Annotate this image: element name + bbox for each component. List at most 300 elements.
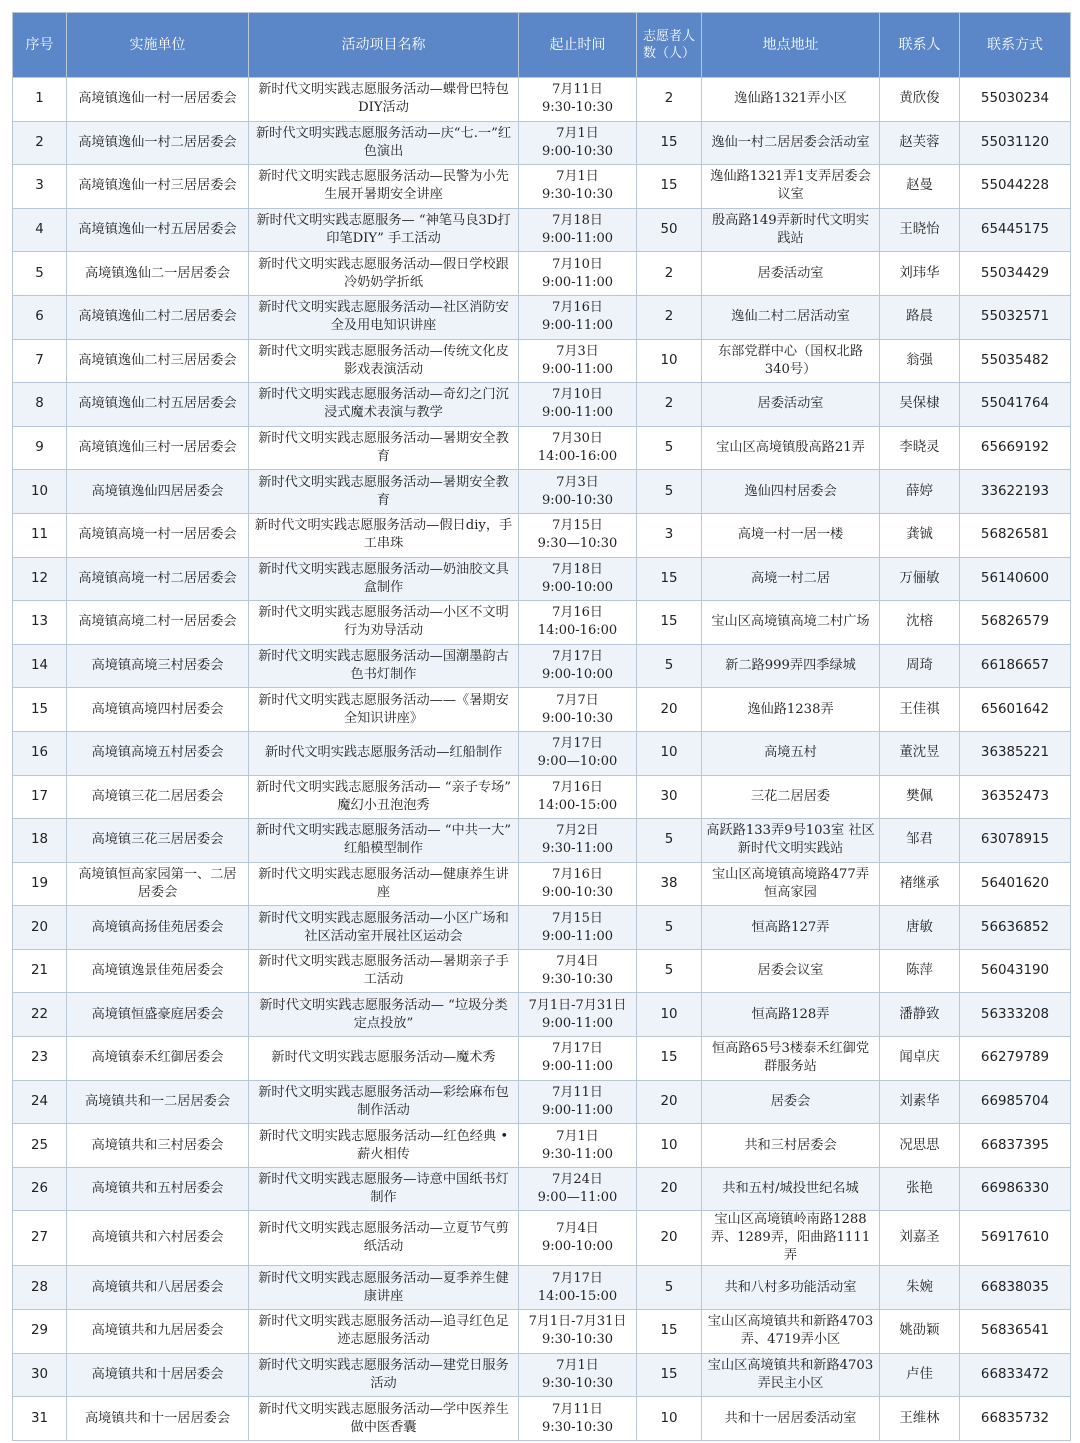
cell-address: 高境一村一居一楼 bbox=[702, 513, 880, 557]
time-hours: 9:30-10:30 bbox=[541, 1419, 614, 1435]
cell-seq: 25 bbox=[13, 1124, 67, 1168]
cell-volunteers: 15 bbox=[637, 601, 702, 645]
cell-seq: 24 bbox=[13, 1080, 67, 1124]
table-row bbox=[13, 78, 1071, 122]
cell-time bbox=[519, 1211, 637, 1266]
cell-address: 宝山区高境镇高境路477弄恒高家园 bbox=[702, 862, 880, 906]
cell-time bbox=[519, 252, 637, 296]
cell-phone: 36385221 bbox=[960, 731, 1071, 775]
cell-phone: 55032571 bbox=[960, 295, 1071, 339]
cell-phone: 65669192 bbox=[960, 426, 1071, 470]
cell-volunteers: 15 bbox=[637, 1353, 702, 1397]
cell-volunteers: 15 bbox=[637, 557, 702, 601]
cell-address: 逸仙路1321弄1支弄居委会议室 bbox=[702, 165, 880, 209]
cell-activity-name: 新时代文明实践志愿服务活动—暑期亲子手工活动 bbox=[249, 949, 519, 993]
cell-volunteers: 5 bbox=[637, 949, 702, 993]
time-hours: 9:30-10:30 bbox=[541, 972, 614, 988]
cell-phone: 55044228 bbox=[960, 165, 1071, 209]
cell-activity-name: 新时代文明实践志愿服务活动—传统文化皮影戏表演活动 bbox=[249, 339, 519, 383]
cell-time bbox=[519, 295, 637, 339]
cell-activity-name: 新时代文明实践志愿服务活动— “中共一大” 红船模型制作 bbox=[249, 819, 519, 863]
cell-contact: 龚铖 bbox=[880, 513, 960, 557]
cell-address: 共和八村多功能活动室 bbox=[702, 1266, 880, 1310]
header-row bbox=[13, 13, 1071, 78]
cell-contact: 陈萍 bbox=[880, 949, 960, 993]
table-row bbox=[13, 644, 1071, 688]
cell-activity-name: 新时代文明实践志愿服务— “神笔马良3D打印笔DIY” 手工活动 bbox=[249, 208, 519, 252]
cell-seq: 14 bbox=[13, 644, 67, 688]
time-hours: 9:30-10:30 bbox=[541, 187, 614, 203]
cell-activity-name: 新时代文明实践志愿服务活动—彩绘麻布包制作活动 bbox=[249, 1080, 519, 1124]
cell-unit: 高境镇逸仙二一居居委会 bbox=[67, 252, 249, 296]
cell-phone: 66833472 bbox=[960, 1353, 1071, 1397]
cell-activity-name: 新时代文明实践志愿服务活动—假日diy，手工串珠 bbox=[249, 513, 519, 557]
cell-time bbox=[519, 426, 637, 470]
cell-time bbox=[519, 470, 637, 514]
cell-phone: 36352473 bbox=[960, 775, 1071, 819]
cell-seq: 20 bbox=[13, 906, 67, 950]
time-date: 7月24日 bbox=[552, 1172, 603, 1188]
cell-unit: 高境镇共和三村居委会 bbox=[67, 1124, 249, 1168]
time-date: 7月16日 bbox=[552, 779, 603, 795]
cell-contact: 樊佩 bbox=[880, 775, 960, 819]
table-row bbox=[13, 165, 1071, 209]
time-date: 7月18日 bbox=[552, 213, 603, 229]
cell-activity-name: 新时代文明实践志愿服务活动—奇幻之门沉浸式魔术表演与教学 bbox=[249, 383, 519, 427]
cell-volunteers: 10 bbox=[637, 339, 702, 383]
cell-activity-name: 新时代文明实践志愿服务—诗意中国纸书灯制作 bbox=[249, 1167, 519, 1211]
cell-volunteers: 10 bbox=[637, 1124, 702, 1168]
time-date: 7月7日 bbox=[556, 692, 599, 708]
cell-unit: 高境镇逸仙一村三居居委会 bbox=[67, 165, 249, 209]
cell-contact: 李晓灵 bbox=[880, 426, 960, 470]
header-unit: 实施单位 bbox=[67, 13, 249, 78]
cell-volunteers: 5 bbox=[637, 426, 702, 470]
cell-time bbox=[519, 906, 637, 950]
time-hours: 9:00-11:00 bbox=[541, 928, 614, 944]
cell-time bbox=[519, 601, 637, 645]
cell-seq: 16 bbox=[13, 731, 67, 775]
cell-unit: 高境镇三花二居居委会 bbox=[67, 775, 249, 819]
cell-seq: 11 bbox=[13, 513, 67, 557]
cell-contact: 刘嘉圣 bbox=[880, 1211, 960, 1266]
cell-phone: 56917610 bbox=[960, 1211, 1071, 1266]
cell-phone: 56636852 bbox=[960, 906, 1071, 950]
time-hours: 9:00-10:00 bbox=[541, 1239, 614, 1255]
cell-volunteers: 20 bbox=[637, 688, 702, 732]
time-date: 7月1日-7月31日 bbox=[528, 1314, 627, 1330]
cell-contact: 董沈昱 bbox=[880, 731, 960, 775]
time-date: 7月30日 bbox=[552, 431, 603, 447]
header-contact: 联系人 bbox=[880, 13, 960, 78]
table-row bbox=[13, 121, 1071, 165]
cell-phone: 56043190 bbox=[960, 949, 1071, 993]
time-hours: 9:00-11:00 bbox=[541, 361, 614, 377]
cell-activity-name: 新时代文明实践志愿服务活动—小区广场和社区活动室开展社区运动会 bbox=[249, 906, 519, 950]
time-date: 7月17日 bbox=[552, 1041, 603, 1057]
cell-phone: 66835732 bbox=[960, 1397, 1071, 1441]
cell-address: 宝山区高境镇岭南路1288弄、1289弄，阳曲路1111弄 bbox=[702, 1211, 880, 1266]
cell-time bbox=[519, 688, 637, 732]
time-date: 7月1日 bbox=[556, 125, 599, 141]
cell-address: 宝山区高境镇共和新路4703弄民主小区 bbox=[702, 1353, 880, 1397]
cell-phone: 65601642 bbox=[960, 688, 1071, 732]
table-row bbox=[13, 862, 1071, 906]
time-date: 7月3日 bbox=[556, 474, 599, 490]
table-row bbox=[13, 1167, 1071, 1211]
cell-unit: 高境镇逸仙一村二居居委会 bbox=[67, 121, 249, 165]
cell-unit: 高境镇逸仙二村二居居委会 bbox=[67, 295, 249, 339]
cell-phone: 55034429 bbox=[960, 252, 1071, 296]
table-row bbox=[13, 513, 1071, 557]
cell-volunteers: 15 bbox=[637, 1310, 702, 1354]
cell-volunteers: 2 bbox=[637, 252, 702, 296]
time-hours: 9:00-11:00 bbox=[541, 405, 614, 421]
time-date: 7月16日 bbox=[552, 300, 603, 316]
cell-volunteers: 15 bbox=[637, 1037, 702, 1081]
cell-seq: 4 bbox=[13, 208, 67, 252]
cell-phone: 56836541 bbox=[960, 1310, 1071, 1354]
table-row bbox=[13, 1037, 1071, 1081]
time-hours: 9:30-11:00 bbox=[541, 1146, 614, 1162]
cell-contact: 路晨 bbox=[880, 295, 960, 339]
cell-volunteers: 5 bbox=[637, 470, 702, 514]
cell-seq: 1 bbox=[13, 78, 67, 122]
time-hours: 9:00-10:00 bbox=[541, 579, 614, 595]
cell-address: 逸仙二村二居活动室 bbox=[702, 295, 880, 339]
table-row bbox=[13, 731, 1071, 775]
cell-unit: 高境镇高境三村居委会 bbox=[67, 644, 249, 688]
cell-activity-name: 新时代文明实践志愿服务活动— “垃圾分类 定点投放” bbox=[249, 993, 519, 1037]
cell-phone: 55035482 bbox=[960, 339, 1071, 383]
cell-time bbox=[519, 557, 637, 601]
cell-time bbox=[519, 383, 637, 427]
time-hours: 9:30—10:30 bbox=[537, 536, 618, 552]
time-date: 7月18日 bbox=[552, 561, 603, 577]
cell-time bbox=[519, 1353, 637, 1397]
time-hours: 14:00-15:00 bbox=[537, 1288, 618, 1304]
cell-unit: 高境镇三花三居居委会 bbox=[67, 819, 249, 863]
cell-unit: 高境镇共和五村居委会 bbox=[67, 1167, 249, 1211]
cell-seq: 15 bbox=[13, 688, 67, 732]
time-date: 7月10日 bbox=[552, 387, 603, 403]
cell-volunteers: 15 bbox=[637, 121, 702, 165]
cell-unit: 高境镇共和一二居居委会 bbox=[67, 1080, 249, 1124]
cell-volunteers: 5 bbox=[637, 906, 702, 950]
cell-phone: 56826579 bbox=[960, 601, 1071, 645]
cell-address: 居委会 bbox=[702, 1080, 880, 1124]
time-date: 7月4日 bbox=[556, 954, 599, 970]
cell-contact: 况思思 bbox=[880, 1124, 960, 1168]
cell-phone: 66186657 bbox=[960, 644, 1071, 688]
cell-volunteers: 2 bbox=[637, 383, 702, 427]
cell-time bbox=[519, 731, 637, 775]
table-row bbox=[13, 295, 1071, 339]
cell-time bbox=[519, 165, 637, 209]
cell-phone: 56401620 bbox=[960, 862, 1071, 906]
table-row bbox=[13, 601, 1071, 645]
cell-volunteers: 2 bbox=[637, 78, 702, 122]
table-row bbox=[13, 470, 1071, 514]
cell-phone: 66838035 bbox=[960, 1266, 1071, 1310]
cell-contact: 姚劭颖 bbox=[880, 1310, 960, 1354]
header-volunteers: 志愿者人数（人） bbox=[637, 13, 702, 78]
table-header bbox=[13, 13, 1071, 78]
cell-address: 共和三村居委会 bbox=[702, 1124, 880, 1168]
cell-unit: 高境镇高扬佳苑居委会 bbox=[67, 906, 249, 950]
time-hours: 14:00-15:00 bbox=[537, 797, 618, 813]
cell-activity-name: 新时代文明实践志愿服务活动—红色经典 •薪火相传 bbox=[249, 1124, 519, 1168]
table-row bbox=[13, 1124, 1071, 1168]
cell-phone: 66279789 bbox=[960, 1037, 1071, 1081]
cell-address: 宝山区高境镇高境二村广场 bbox=[702, 601, 880, 645]
cell-volunteers: 10 bbox=[637, 993, 702, 1037]
cell-seq: 3 bbox=[13, 165, 67, 209]
cell-unit: 高境镇高境五村居委会 bbox=[67, 731, 249, 775]
cell-time bbox=[519, 1397, 637, 1441]
cell-contact: 赵曼 bbox=[880, 165, 960, 209]
table-row bbox=[13, 688, 1071, 732]
cell-volunteers: 50 bbox=[637, 208, 702, 252]
cell-contact: 王晓怡 bbox=[880, 208, 960, 252]
cell-contact: 潘静致 bbox=[880, 993, 960, 1037]
table-row bbox=[13, 1310, 1071, 1354]
time-hours: 14:00-16:00 bbox=[537, 623, 618, 639]
table-row bbox=[13, 993, 1071, 1037]
time-date: 7月15日 bbox=[552, 910, 603, 926]
time-date: 7月10日 bbox=[552, 256, 603, 272]
cell-volunteers: 10 bbox=[637, 731, 702, 775]
cell-unit: 高境镇高境二村一居居委会 bbox=[67, 601, 249, 645]
cell-volunteers: 5 bbox=[637, 819, 702, 863]
cell-seq: 19 bbox=[13, 862, 67, 906]
cell-phone: 55031120 bbox=[960, 121, 1071, 165]
cell-time bbox=[519, 862, 637, 906]
cell-time bbox=[519, 1266, 637, 1310]
cell-unit: 高境镇共和十居居委会 bbox=[67, 1353, 249, 1397]
time-date: 7月16日 bbox=[552, 605, 603, 621]
cell-address: 共和五村/城投世纪名城 bbox=[702, 1167, 880, 1211]
volunteer-activity-table-frame bbox=[12, 12, 1070, 1441]
cell-activity-name: 新时代文明实践志愿服务活动—庆“七.一”红色演出 bbox=[249, 121, 519, 165]
time-date: 7月1日 bbox=[556, 1128, 599, 1144]
cell-contact: 刘玮华 bbox=[880, 252, 960, 296]
cell-phone: 55041764 bbox=[960, 383, 1071, 427]
cell-unit: 高境镇恒盛豪庭居委会 bbox=[67, 993, 249, 1037]
cell-time bbox=[519, 775, 637, 819]
time-date: 7月2日 bbox=[556, 823, 599, 839]
time-hours: 9:00-11:00 bbox=[541, 274, 614, 290]
cell-activity-name: 新时代文明实践志愿服务活动—蝶骨巴特包DIY活动 bbox=[249, 78, 519, 122]
time-hours: 9:00—11:00 bbox=[537, 1190, 618, 1206]
cell-seq: 18 bbox=[13, 819, 67, 863]
cell-seq: 10 bbox=[13, 470, 67, 514]
cell-time bbox=[519, 121, 637, 165]
cell-activity-name: 新时代文明实践志愿服务活动—国潮墨韵古色书灯制作 bbox=[249, 644, 519, 688]
cell-contact: 朱婉 bbox=[880, 1266, 960, 1310]
cell-contact: 周琦 bbox=[880, 644, 960, 688]
time-date: 7月17日 bbox=[552, 649, 603, 665]
time-date: 7月11日 bbox=[552, 82, 603, 98]
time-hours: 9:30-10:30 bbox=[541, 100, 614, 116]
cell-activity-name: 新时代文明实践志愿服务活动—建党日服务活动 bbox=[249, 1353, 519, 1397]
cell-seq: 9 bbox=[13, 426, 67, 470]
table-row bbox=[13, 1211, 1071, 1266]
header-seq: 序号 bbox=[13, 13, 67, 78]
cell-address: 殷高路149弄新时代文明实践站 bbox=[702, 208, 880, 252]
cell-seq: 5 bbox=[13, 252, 67, 296]
cell-activity-name: 新时代文明实践志愿服务活动— “亲子专场” 魔幻小丑泡泡秀 bbox=[249, 775, 519, 819]
cell-address: 恒高路65号3楼泰禾红御党群服务站 bbox=[702, 1037, 880, 1081]
time-date: 7月15日 bbox=[552, 518, 603, 534]
time-hours: 9:00-10:00 bbox=[541, 667, 614, 683]
header-activity-name: 活动项目名称 bbox=[249, 13, 519, 78]
table-body bbox=[13, 78, 1071, 1441]
cell-phone: 65445175 bbox=[960, 208, 1071, 252]
cell-address: 宝山区高境镇殷高路21弄 bbox=[702, 426, 880, 470]
cell-contact: 王佳祺 bbox=[880, 688, 960, 732]
cell-address: 逸仙四村居委会 bbox=[702, 470, 880, 514]
cell-seq: 28 bbox=[13, 1266, 67, 1310]
cell-activity-name: 新时代文明实践志愿服务活动—暑期安全教育 bbox=[249, 426, 519, 470]
cell-contact: 刘素华 bbox=[880, 1080, 960, 1124]
cell-contact: 赵芙蓉 bbox=[880, 121, 960, 165]
time-hours: 9:00-10:30 bbox=[541, 710, 614, 726]
cell-volunteers: 2 bbox=[637, 295, 702, 339]
cell-activity-name: 新时代文明实践志愿服务活动—奶油胶文具盒制作 bbox=[249, 557, 519, 601]
cell-volunteers: 15 bbox=[637, 165, 702, 209]
table-row bbox=[13, 1353, 1071, 1397]
cell-phone: 55030234 bbox=[960, 78, 1071, 122]
cell-contact: 张艳 bbox=[880, 1167, 960, 1211]
cell-volunteers: 30 bbox=[637, 775, 702, 819]
cell-address: 逸仙路1321弄小区 bbox=[702, 78, 880, 122]
cell-time bbox=[519, 819, 637, 863]
cell-address: 三花二居居委 bbox=[702, 775, 880, 819]
cell-phone: 66837395 bbox=[960, 1124, 1071, 1168]
table-row bbox=[13, 819, 1071, 863]
time-hours: 9:00-11:00 bbox=[541, 1015, 614, 1031]
cell-unit: 高境镇逸仙二村五居居委会 bbox=[67, 383, 249, 427]
cell-activity-name: 新时代文明实践志愿服务活动—民警为小先生展开暑期安全讲座 bbox=[249, 165, 519, 209]
table-row bbox=[13, 949, 1071, 993]
cell-unit: 高境镇高境一村二居居委会 bbox=[67, 557, 249, 601]
cell-unit: 高境镇恒高家园第一、二居居委会 bbox=[67, 862, 249, 906]
cell-seq: 2 bbox=[13, 121, 67, 165]
time-date: 7月11日 bbox=[552, 1401, 603, 1417]
cell-address: 逸仙一村二居居委会活动室 bbox=[702, 121, 880, 165]
cell-seq: 22 bbox=[13, 993, 67, 1037]
time-hours: 9:30-10:30 bbox=[541, 1332, 614, 1348]
time-hours: 14:00-16:00 bbox=[537, 449, 618, 465]
cell-time bbox=[519, 1124, 637, 1168]
cell-seq: 13 bbox=[13, 601, 67, 645]
cell-time bbox=[519, 1080, 637, 1124]
cell-activity-name: 新时代文明实践志愿服务活动—假日学校跟冷奶奶学折纸 bbox=[249, 252, 519, 296]
cell-time bbox=[519, 1037, 637, 1081]
cell-seq: 27 bbox=[13, 1211, 67, 1266]
cell-volunteers: 3 bbox=[637, 513, 702, 557]
cell-phone: 33622193 bbox=[960, 470, 1071, 514]
cell-address: 恒高路128弄 bbox=[702, 993, 880, 1037]
table-row bbox=[13, 1266, 1071, 1310]
cell-unit: 高境镇逸仙一村五居居委会 bbox=[67, 208, 249, 252]
time-date: 7月17日 bbox=[552, 736, 603, 752]
cell-unit: 高境镇逸仙一村一居居委会 bbox=[67, 78, 249, 122]
header-address: 地点地址 bbox=[702, 13, 880, 78]
time-date: 7月4日 bbox=[556, 1221, 599, 1237]
time-hours: 9:00-10:30 bbox=[541, 884, 614, 900]
cell-time bbox=[519, 339, 637, 383]
cell-seq: 26 bbox=[13, 1167, 67, 1211]
cell-address: 居委活动室 bbox=[702, 383, 880, 427]
cell-contact: 薛婷 bbox=[880, 470, 960, 514]
cell-unit: 高境镇逸景佳苑居委会 bbox=[67, 949, 249, 993]
table-row bbox=[13, 252, 1071, 296]
cell-time bbox=[519, 949, 637, 993]
volunteer-activity-table bbox=[12, 12, 1071, 1441]
cell-activity-name: 新时代文明实践志愿服务活动—社区消防安全及用电知识讲座 bbox=[249, 295, 519, 339]
cell-phone: 56140600 bbox=[960, 557, 1071, 601]
cell-contact: 王维林 bbox=[880, 1397, 960, 1441]
table-row bbox=[13, 1080, 1071, 1124]
cell-activity-name: 新时代文明实践志愿服务活动—健康养生讲座 bbox=[249, 862, 519, 906]
cell-contact: 沈榕 bbox=[880, 601, 960, 645]
cell-unit: 高境镇共和九居居委会 bbox=[67, 1310, 249, 1354]
cell-contact: 闻卓庆 bbox=[880, 1037, 960, 1081]
cell-contact: 卢佳 bbox=[880, 1353, 960, 1397]
time-hours: 9:00-11:00 bbox=[541, 1102, 614, 1118]
time-date: 7月1日-7月31日 bbox=[528, 997, 627, 1013]
cell-activity-name: 新时代文明实践志愿服务活动—魔术秀 bbox=[249, 1037, 519, 1081]
cell-address: 居委会议室 bbox=[702, 949, 880, 993]
cell-contact: 翁强 bbox=[880, 339, 960, 383]
table-row bbox=[13, 906, 1071, 950]
cell-seq: 12 bbox=[13, 557, 67, 601]
time-date: 7月1日 bbox=[556, 1357, 599, 1373]
cell-seq: 17 bbox=[13, 775, 67, 819]
cell-seq: 23 bbox=[13, 1037, 67, 1081]
cell-seq: 8 bbox=[13, 383, 67, 427]
time-hours: 9:00-11:00 bbox=[541, 231, 614, 247]
cell-activity-name: 新时代文明实践志愿服务活动—立夏节气剪纸活动 bbox=[249, 1211, 519, 1266]
table-row bbox=[13, 557, 1071, 601]
cell-contact: 黄欣俊 bbox=[880, 78, 960, 122]
header-phone: 联系方式 bbox=[960, 13, 1071, 78]
cell-unit: 高境镇逸仙三村一居居委会 bbox=[67, 426, 249, 470]
cell-address: 共和十一居居委活动室 bbox=[702, 1397, 880, 1441]
table-row bbox=[13, 775, 1071, 819]
cell-volunteers: 5 bbox=[637, 1266, 702, 1310]
time-hours: 9:00—10:00 bbox=[537, 754, 618, 770]
cell-unit: 高境镇共和十一居居委会 bbox=[67, 1397, 249, 1441]
cell-activity-name: 新时代文明实践志愿服务活动—暑期安全教育 bbox=[249, 470, 519, 514]
cell-phone: 66985704 bbox=[960, 1080, 1071, 1124]
cell-unit: 高境镇泰禾红御居委会 bbox=[67, 1037, 249, 1081]
cell-seq: 30 bbox=[13, 1353, 67, 1397]
cell-activity-name: 新时代文明实践志愿服务活动—追寻红色足迹志愿服务活动 bbox=[249, 1310, 519, 1354]
cell-address: 高境五村 bbox=[702, 731, 880, 775]
cell-phone: 56333208 bbox=[960, 993, 1071, 1037]
cell-seq: 31 bbox=[13, 1397, 67, 1441]
cell-activity-name: 新时代文明实践志愿服务活动—学中医养生 做中医香囊 bbox=[249, 1397, 519, 1441]
cell-address: 高跃路133弄9号103室 社区新时代文明实践站 bbox=[702, 819, 880, 863]
cell-volunteers: 20 bbox=[637, 1080, 702, 1124]
cell-unit: 高境镇高境一村一居居委会 bbox=[67, 513, 249, 557]
time-hours: 9:30-10:30 bbox=[541, 1375, 614, 1391]
time-date: 7月1日 bbox=[556, 169, 599, 185]
time-date: 7月17日 bbox=[552, 1270, 603, 1286]
